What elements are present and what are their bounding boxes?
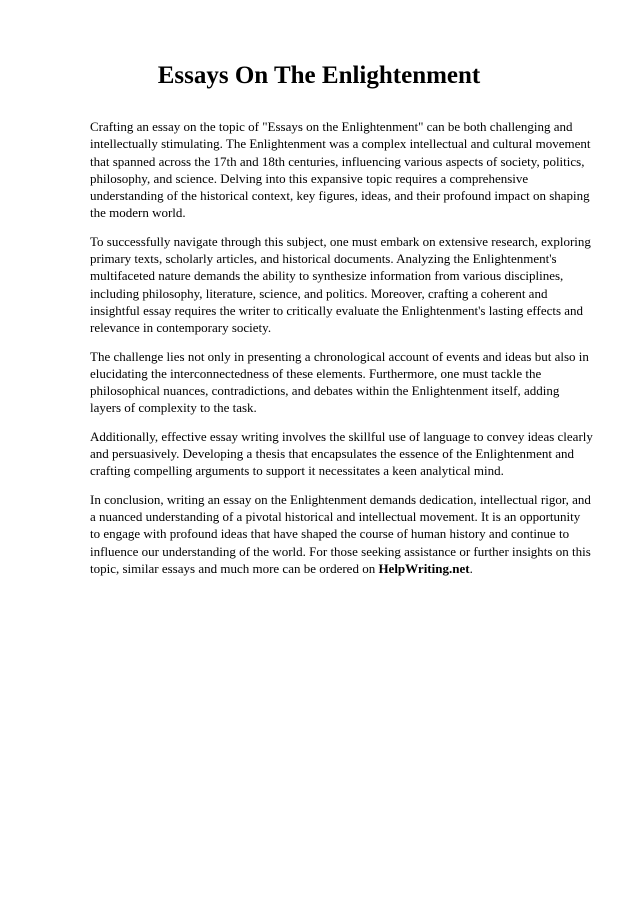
paragraph-3: The challenge lies not only in presenting a chronological account of events and ideas but also in elucidating the interconnectedness of these elements. Furthermore, one must tackle the philosophical nuances, contradictions, and debates within the Enlightenment itself, adding layers of complexity to the task. xyxy=(90,348,589,416)
document-body xyxy=(90,118,593,588)
paragraph-2: To successfully navigate through this subject, one must embark on extensive research, exploring primary texts, scholarly articles, and historical documents. Analyzing the Enlightenment's multifaceted nature demands the ability to synthesize information from various disciplines, including philosophy, literature, science, and politics. Moreover, crafting a coherent and insightful essay requires the writer to critically evaluate the Enlightenment's lasting effects and relevance in contemporary society. xyxy=(90,233,591,336)
paragraph-1: Crafting an essay on the topic of "Essays on the Enlightenment" can be both challenging and intellectually stimulating. The Enlightenment was a complex intellectual and cultural movement that spanned across the 17th and 18th centuries, influencing various aspects of society, politics, philosophy, and science. Delving into this expansive topic requires a comprehensive understanding of the historical context, key figures, ideas, and their profound impact on shaping the modern world. xyxy=(90,119,591,221)
closing-period: . xyxy=(469,560,473,576)
brand-name: HelpWriting.net xyxy=(378,560,470,576)
document-title: Essays On The Enlightenment xyxy=(157,62,481,89)
paragraph-5 xyxy=(90,491,593,577)
paragraph-4: Additionally, effective essay writing involves the skillful use of language to convey ideas clearly and persuasively. Developing a thesis that encapsulates the essence of the Enlightenment and crafting compelling arguments to support it necessitates a keen analytical mind. xyxy=(90,428,593,479)
closing-text: In conclusion, writing an essay on the Enlightenment demands dedication, intellectual rigor, and a nuanced understanding of a pivotal historical and intellectual movement. It is an opportunity to engage with profound ideas that have shaped the course of human history and continue to influence our understanding of the world. For those seeking assistance or further insights on this topic, similar essays and much more can be ordered on xyxy=(90,491,591,576)
